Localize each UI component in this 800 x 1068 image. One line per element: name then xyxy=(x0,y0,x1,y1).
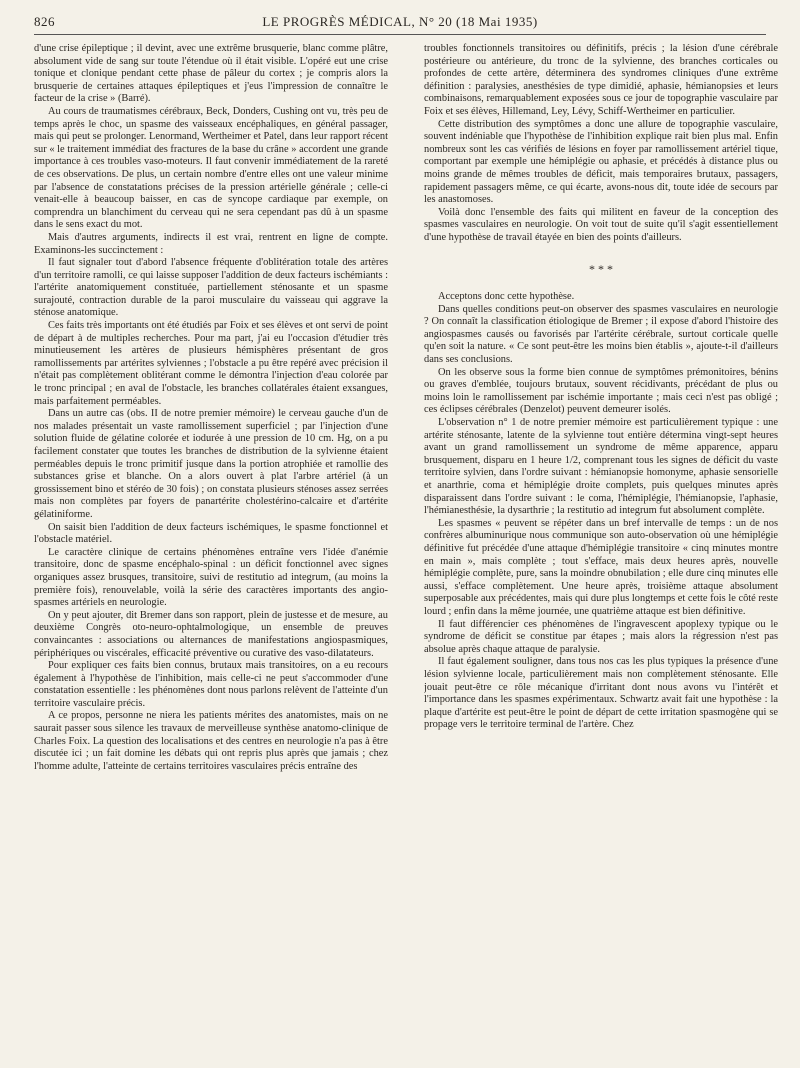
paragraph: Il faut également souligner, dans tous nos cas les plus typiques la présence d'une lésion sylvienne locale, particulièrement mais non complètement sténosante. Elle jouait peut-être ce rôle mécanique d'irritant dont nous avons vu l'intérêt et l'importance dans les spasmes expérimentaux. Schwartz avait fait une hypothèse : la plaque d'artérite est peut-être le point de départ de cette irritation spasmogène qui se propage vers le territoire terminal de l'artère. Chez xyxy=(424,656,778,731)
header-rule xyxy=(34,34,766,35)
paragraph: Il faut signaler tout d'abord l'absence fréquente d'oblitération totale des artères d'un territoire ramolli, ce qui laisse supposer l'addition de deux facteurs ischémiants : l'artérite anatomiquement constituée, partiellement sténosante et un spasme surajouté, contraction durable de la paroi musculaire du vaisseau qui aggrave la sténose anatomique. xyxy=(34,257,388,319)
paragraph: Au cours de traumatismes cérébraux, Beck, Donders, Cushing ont vu, très peu de temps après le choc, un spasme des vaisseaux encéphaliques, en général passager, mais qui peut se prolonger. Lenormand, Wertheimer et Patel, dans leur rapport récent sur « le traitement immédiat des fractures de la base du crâne » accordent une grande importance à ces troubles vaso-moteurs. Il faut convenir immédiatement de la rareté de ces observations. De plus, un certain nombre d'entre elles ont une valeur minime par l'absence de constatations précises de la pression artérielle générale ; celle-ci venait-elle à beaucoup baisser, en cas de syncope cardiaque par exemple, on comprendra un blanchiment du cerveau qui ne sera cependant pas dû à un spasme dans le sens exact du mot. xyxy=(34,105,388,231)
paragraph: Voilà donc l'ensemble des faits qui militent en faveur de la conception des spasmes vasculaires en neurologie. On voit tout de suite qu'il s'agit essentiellement d'une hypothèse de travail étayée en bien des points d'ailleurs. xyxy=(424,206,778,243)
paragraph: d'une crise épileptique ; il devint, avec une extrême brusquerie, blanc comme plâtre, absolument vide de sang sur toute l'étendue où il était visible. L'opéré eut une crise tonique et clonique pendant cette phase de pâleur du cortex ; je compris alors la brusquerie de certaines attaques épileptiques et j'eus l'impression de connaître le facteur de la crise » (Barré). xyxy=(34,43,388,105)
paragraph: Mais d'autres arguments, indirects il est vrai, rentrent en ligne de compte. Examinons-les succinctement : xyxy=(34,231,388,256)
paragraph: troubles fonctionnels transitoires ou définitifs, précis ; la lésion d'une cérébrale postérieure ou antérieure, du tronc de la sylvienne, des branches corticales ou profondes de cette artère, déterminera des syndromes cliniques d'une extrême définition : paralysies, anesthésies de type dimidié, aphasie, hémianopsies et leurs combinaisons, remarquablement exposées sous ce jour de topographie vasculaire par Foix et ses élèves, Hillemand, Ley, Lévy, Schiff-Wertheimer en particulier. xyxy=(424,43,778,117)
paragraph: L'observation n° 1 de notre premier mémoire est particulièrement typique : une artérite sténosante, latente de la sylvienne tout entière détermina vingt-sept heures avant un grand ramollissement un syndrome de même apparence, apparu brusquement, disparu en 1 heure 1/2, comprenant tous les signes de déficit du vaste territoire sylvien, dans l'ordre suivant : hémianopsie homonyme, aphasie sensorielle et anarthrie, coma et hémiplégie droite complets, puis quelques minutes après disparaissent dans l'ordre suivant : le coma, l'hémiplégie, l'hémianopsie, l'aphasie, l'hémianesthésie, la dysarthrie ; la restitutio ad integrum fut absolument complète. xyxy=(424,417,778,517)
paragraph: Pour expliquer ces faits bien connus, brutaux mais transitoires, on a eu recours également à l'hypothèse de l'inhibition, mais celle-ci ne peut s'accommoder d'une constatation essentielle : les phénomènes dont nous parlons relèvent de l'atteinte d'un territoire vasculaire précis. xyxy=(34,660,388,709)
page-header xyxy=(34,14,766,34)
paragraph: On les observe sous la forme bien connue de symptômes prémonitoires, bénins ou graves d'emblée, toujours brutaux, souvent récidivants, précédant de plus ou moins loin le ramollissement par ischémie importante ; mais ceci n'est pas obligé ; ces éclipses cérébrales (Denzelot) peuvent demeurer isolés. xyxy=(424,366,778,416)
paragraph: Dans quelles conditions peut-on observer des spasmes vasculaires en neurologie ? On connaît la classification étiologique de Bremer ; il expose d'abord l'histoire des angiospasmes causés ou favorisés par l'artérite cérébrale, surtout corticale quelle qu'en soit la nature. « Ce sont peut-être les moins bien établis », ajoute-t-il d'ailleurs dans ses conclusions. xyxy=(424,303,778,366)
asterism: * * * xyxy=(589,261,613,276)
right-column xyxy=(424,43,778,1059)
page-number: 826 xyxy=(34,14,55,29)
paragraph: Les spasmes « peuvent se répéter dans un bref intervalle de temps : un de nos confrères albuminurique nous communique son auto-observation où une hémiplégie définitive fut précédée d'une attaque d'hémiplégie transitoire « cinq minutes montre en main », mais complète ; tout s'efface, mais deux heures après, nouvelle hémiplégie complète, pure, sans la moindre obnubilation ; elle dure cinq minutes elle aussi, s'efface complètement. Une heure après, troisième attaque absolument superposable aux précédentes, mais qui dure plus longtemps et cette fois le côté reste lourd ; enfin dans la même journée, une quatrième attaque est bien définitive. xyxy=(424,517,778,617)
paragraph: Il faut différencier ces phénomènes de l'ingravescent apoplexy typique ou le syndrome de déficit se constitue par étapes ; mais alors la régression n'est pas absolue après chaque attaque de paralysie. xyxy=(424,618,778,655)
running-title: LE PROGRÈS MÉDICAL, N° 20 (18 Mai 1935) xyxy=(262,14,538,29)
paragraph: Cette distribution des symptômes a donc une allure de topographie vasculaire, souvent indéniable que l'hypothèse de l'inhibition explique rait bien plus mal. Enfin nombreux sont les cas vérifiés de lésions en foyer par ramollissement artériel tique, comportant par exemple une hémiplégie ou aphasie, et précédés à distance plus ou moins grande de mêmes troubles de déficit, mais temporaires brutaux, passagers, rapidement passagers même, ce qui écarte, avons-nous dit, toute idée de secours par les anastomoses. xyxy=(424,118,778,206)
left-column xyxy=(34,43,388,1059)
paragraph: Le caractère clinique de certains phénomènes entraîne vers l'idée d'anémie transitoire, donc de spasme encéphalo-spinal : un déficit fonctionnel avec signes organiques assez brusques, transitoire, suivi de restitutio ad integrum, (au moins la première fois), renouvelable, voilà la série des caractères importants des angio-spasmes artériels en neurologie. xyxy=(34,546,388,609)
paragraph: A ce propos, personne ne niera les patients mérites des anatomistes, mais on ne saurait passer sous silence les travaux de merveilleuse synthèse anatomo-clinique de Charles Foix. La question des localisations et des centres en neurologie n'a pas à être discutée ici ; un fait domine les débats qui ont repris plus après que jamais ; chez l'homme adulte, l'atteinte de certains territoires vasculaires précis entraîne des xyxy=(34,710,388,772)
paragraph: On y peut ajouter, dit Bremer dans son rapport, plein de justesse et de mesure, au deuxième Congrès oto-neuro-ophtalmologique, un ensemble de preuves convaincantes : associations ou alternances de manifestations angiospasmiques, périphériques ou viscérales, efficacité préventive ou curative des vaso-dilatateurs. xyxy=(34,609,388,659)
paragraph: Ces faits très importants ont été étudiés par Foix et ses élèves et ont servi de point de départ à de multiples recherches. Pour ma part, j'ai eu l'occasion d'étudier très minutieusement les artères de plusieurs hémisphères présentant de gros ramollissements par artérites sylviennes ; l'obstacle a pu être repéré avec précision il n'était pas complètement oblitérant comme le démontra l'injection d'eau colorée par le tronc principal ; en aval de l'obstacle, les branches collatérales étaient exsangues, mais parfaitement perméables. xyxy=(34,320,388,407)
paragraph: Dans un autre cas (obs. II de notre premier mémoire) le cerveau gauche d'un de nos malades présentait un vaste ramollissement superficiel ; par l'injection d'une solution fluide de gélatine colorée et iodurée à une pression de 10 cm. Hg, on a pu facilement constater que toutes les branches de distribution de la sylvienne étaient perméables depuis le tronc primitif jusque dans la portion atrophiée et ramollie des substances grise et blanche. On a alors ouvert à plat l'arbre artériel (à un grossissement bino et stéréo de 30 fois) ; on constata plusieurs sténoses assez serrées mais non complètes par foyers de panartérite cholestérino-calcaire et d'artérite gélatiniforme. xyxy=(34,408,388,520)
section-separator xyxy=(424,263,778,276)
paragraph: Acceptons donc cette hypothèse. xyxy=(438,291,575,303)
paragraph: On saisit bien l'addition de deux facteurs ischémiques, le spasme fonctionnel et l'obstacle matériel. xyxy=(34,521,388,546)
